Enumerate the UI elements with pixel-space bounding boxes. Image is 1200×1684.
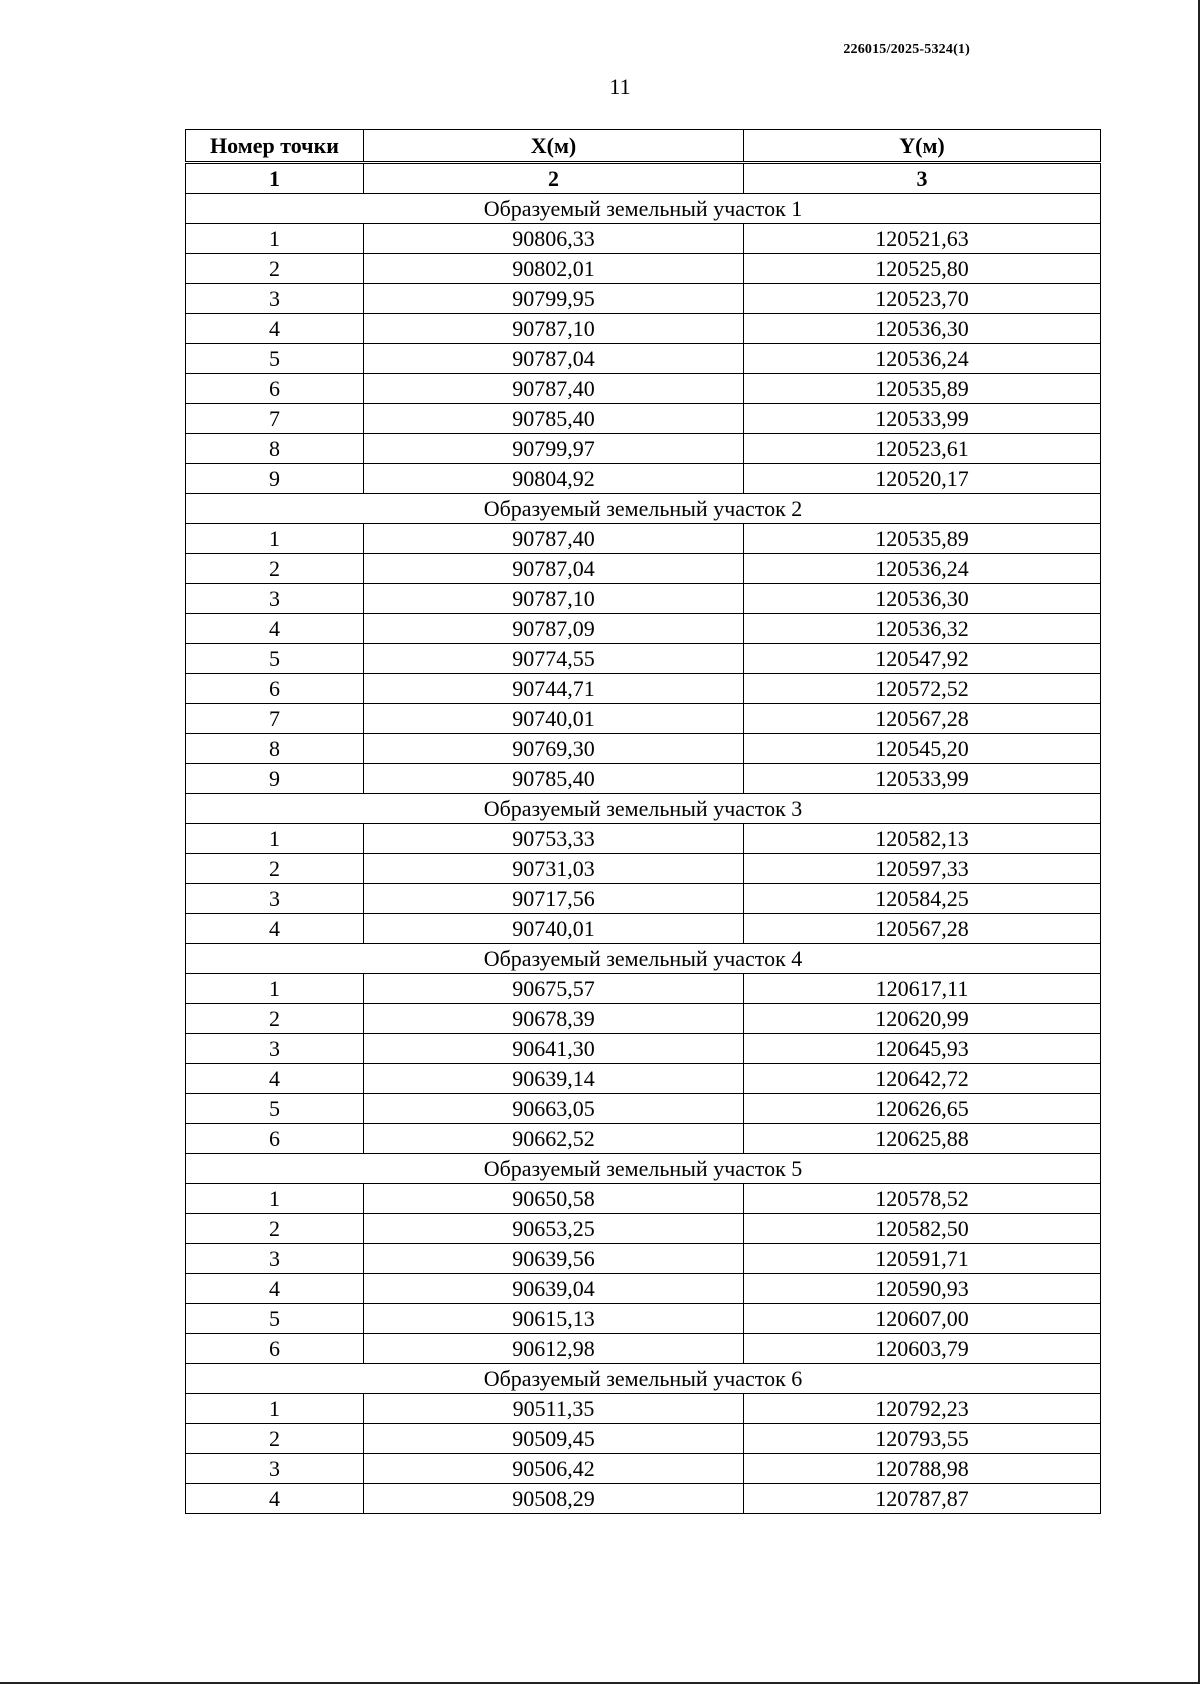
table-row	[186, 1394, 1101, 1424]
point-number-cell: 4	[186, 914, 364, 944]
x-coordinate-cell: 90787,10	[364, 584, 744, 614]
table-row	[186, 884, 1101, 914]
point-number-cell: 4	[186, 1484, 364, 1514]
x-coordinate-cell: 90615,13	[364, 1304, 744, 1334]
point-number-cell: 1	[186, 524, 364, 554]
point-number-cell: 4	[186, 314, 364, 344]
y-coordinate-cell: 120626,65	[744, 1094, 1101, 1124]
table-row	[186, 524, 1101, 554]
x-coordinate-cell: 90804,92	[364, 464, 744, 494]
x-coordinate-cell: 90802,01	[364, 254, 744, 284]
point-number-cell: 6	[186, 674, 364, 704]
y-coordinate-cell: 120567,28	[744, 914, 1101, 944]
table-row	[186, 584, 1101, 614]
point-number-cell: 2	[186, 854, 364, 884]
table-row	[186, 464, 1101, 494]
coordinates-table	[185, 129, 1101, 1514]
section-title: Образуемый земельный участок 3	[186, 794, 1101, 824]
table-row	[186, 224, 1101, 254]
table-row	[186, 1064, 1101, 1094]
table-header-row	[186, 130, 1101, 163]
table-row	[186, 1004, 1101, 1034]
point-number-cell: 5	[186, 644, 364, 674]
x-coordinate-cell: 90650,58	[364, 1184, 744, 1214]
table-row	[186, 1334, 1101, 1364]
x-coordinate-cell: 90506,42	[364, 1454, 744, 1484]
y-coordinate-cell: 120520,17	[744, 464, 1101, 494]
x-coordinate-cell: 90662,52	[364, 1124, 744, 1154]
x-coordinate-cell: 90641,30	[364, 1034, 744, 1064]
x-coordinate-cell: 90508,29	[364, 1484, 744, 1514]
point-number-cell: 1	[186, 224, 364, 254]
y-coordinate-cell: 120603,79	[744, 1334, 1101, 1364]
table-row	[186, 824, 1101, 854]
x-coordinate-cell: 90769,30	[364, 734, 744, 764]
x-coordinate-cell: 90663,05	[364, 1094, 744, 1124]
y-coordinate-cell: 120617,11	[744, 974, 1101, 1004]
point-number-cell: 3	[186, 284, 364, 314]
y-coordinate-cell: 120645,93	[744, 1034, 1101, 1064]
x-coordinate-cell: 90653,25	[364, 1214, 744, 1244]
point-number-cell: 2	[186, 1004, 364, 1034]
section-row	[186, 1154, 1101, 1184]
point-number-cell: 2	[186, 554, 364, 584]
point-number-cell: 6	[186, 374, 364, 404]
y-coordinate-cell: 120591,71	[744, 1244, 1101, 1274]
x-coordinate-cell: 90787,40	[364, 374, 744, 404]
table-row	[186, 854, 1101, 884]
y-coordinate-cell: 120597,33	[744, 854, 1101, 884]
table-row	[186, 374, 1101, 404]
table-row	[186, 1274, 1101, 1304]
table-row	[186, 404, 1101, 434]
point-number-cell: 1	[186, 974, 364, 1004]
y-coordinate-cell: 120536,32	[744, 614, 1101, 644]
x-coordinate-cell: 90787,04	[364, 554, 744, 584]
y-coordinate-cell: 120523,61	[744, 434, 1101, 464]
header-y: Y(м)	[744, 130, 1101, 163]
x-coordinate-cell: 90787,40	[364, 524, 744, 554]
point-number-cell: 3	[186, 584, 364, 614]
x-coordinate-cell: 90787,10	[364, 314, 744, 344]
x-coordinate-cell: 90678,39	[364, 1004, 744, 1034]
table-row	[186, 554, 1101, 584]
y-coordinate-cell: 120535,89	[744, 374, 1101, 404]
table-row	[186, 1484, 1101, 1514]
table-row	[186, 1424, 1101, 1454]
table-row	[186, 1304, 1101, 1334]
section-row	[186, 1364, 1101, 1394]
y-coordinate-cell: 120584,25	[744, 884, 1101, 914]
x-coordinate-cell: 90799,95	[364, 284, 744, 314]
point-number-cell: 1	[186, 824, 364, 854]
table-row	[186, 284, 1101, 314]
table-row	[186, 314, 1101, 344]
table-row	[186, 704, 1101, 734]
y-coordinate-cell: 120620,99	[744, 1004, 1101, 1034]
table-row	[186, 1034, 1101, 1064]
table-row	[186, 674, 1101, 704]
x-coordinate-cell: 90787,09	[364, 614, 744, 644]
x-coordinate-cell: 90639,56	[364, 1244, 744, 1274]
section-row	[186, 494, 1101, 524]
y-coordinate-cell: 120578,52	[744, 1184, 1101, 1214]
table-row	[186, 1124, 1101, 1154]
section-row	[186, 194, 1101, 224]
y-coordinate-cell: 120793,55	[744, 1424, 1101, 1454]
table-row	[186, 254, 1101, 284]
table-row	[186, 1454, 1101, 1484]
point-number-cell: 1	[186, 1184, 364, 1214]
x-coordinate-cell: 90612,98	[364, 1334, 744, 1364]
point-number-cell: 3	[186, 884, 364, 914]
x-coordinate-cell: 90675,57	[364, 974, 744, 1004]
x-coordinate-cell: 90509,45	[364, 1424, 744, 1454]
point-number-cell: 2	[186, 1424, 364, 1454]
table-row	[186, 344, 1101, 374]
table-row	[186, 764, 1101, 794]
y-coordinate-cell: 120567,28	[744, 704, 1101, 734]
x-coordinate-cell: 90785,40	[364, 404, 744, 434]
table-row	[186, 644, 1101, 674]
y-coordinate-cell: 120547,92	[744, 644, 1101, 674]
table-row	[186, 914, 1101, 944]
y-coordinate-cell: 120533,99	[744, 404, 1101, 434]
y-coordinate-cell: 120792,23	[744, 1394, 1101, 1424]
point-number-cell: 2	[186, 1214, 364, 1244]
table-row	[186, 1184, 1101, 1214]
point-number-cell: 7	[186, 404, 364, 434]
y-coordinate-cell: 120590,93	[744, 1274, 1101, 1304]
table-body	[186, 194, 1101, 1514]
page-number: 11	[609, 74, 631, 99]
y-coordinate-cell: 120607,00	[744, 1304, 1101, 1334]
section-row	[186, 794, 1101, 824]
y-coordinate-cell: 120787,87	[744, 1484, 1101, 1514]
point-number-cell: 3	[186, 1244, 364, 1274]
y-coordinate-cell: 120642,72	[744, 1064, 1101, 1094]
y-coordinate-cell: 120545,20	[744, 734, 1101, 764]
point-number-cell: 1	[186, 1394, 364, 1424]
point-number-cell: 4	[186, 614, 364, 644]
point-number-cell: 9	[186, 764, 364, 794]
point-number-cell: 3	[186, 1034, 364, 1064]
y-coordinate-cell: 120536,24	[744, 554, 1101, 584]
table-row	[186, 1094, 1101, 1124]
header-point-number: Номер точки	[186, 130, 364, 163]
column-index-3: 3	[744, 163, 1101, 194]
table-row	[186, 614, 1101, 644]
point-number-cell: 6	[186, 1124, 364, 1154]
point-number-cell: 7	[186, 704, 364, 734]
y-coordinate-cell: 120521,63	[744, 224, 1101, 254]
point-number-cell: 3	[186, 1454, 364, 1484]
y-coordinate-cell: 120536,30	[744, 314, 1101, 344]
y-coordinate-cell: 120572,52	[744, 674, 1101, 704]
x-coordinate-cell: 90799,97	[364, 434, 744, 464]
y-coordinate-cell: 120788,98	[744, 1454, 1101, 1484]
column-index-1: 1	[186, 163, 364, 194]
point-number-cell: 4	[186, 1064, 364, 1094]
table-row	[186, 434, 1101, 464]
x-coordinate-cell: 90744,71	[364, 674, 744, 704]
section-title: Образуемый земельный участок 5	[186, 1154, 1101, 1184]
y-coordinate-cell: 120525,80	[744, 254, 1101, 284]
y-coordinate-cell: 120625,88	[744, 1124, 1101, 1154]
point-number-cell: 2	[186, 254, 364, 284]
x-coordinate-cell: 90639,04	[364, 1274, 744, 1304]
point-number-cell: 5	[186, 344, 364, 374]
point-number-cell: 6	[186, 1334, 364, 1364]
point-number-cell: 9	[186, 464, 364, 494]
column-index-2: 2	[364, 163, 744, 194]
y-coordinate-cell: 120582,50	[744, 1214, 1101, 1244]
document-number: 226015/2025-5324(1)	[843, 42, 970, 57]
y-coordinate-cell: 120582,13	[744, 824, 1101, 854]
table-index-row	[186, 163, 1101, 194]
y-coordinate-cell: 120535,89	[744, 524, 1101, 554]
section-title: Образуемый земельный участок 6	[186, 1364, 1101, 1394]
x-coordinate-cell: 90753,33	[364, 824, 744, 854]
y-coordinate-cell: 120536,24	[744, 344, 1101, 374]
table-row	[186, 1244, 1101, 1274]
section-title: Образуемый земельный участок 1	[186, 194, 1101, 224]
x-coordinate-cell: 90717,56	[364, 884, 744, 914]
x-coordinate-cell: 90785,40	[364, 764, 744, 794]
table-row	[186, 1214, 1101, 1244]
y-coordinate-cell: 120536,30	[744, 584, 1101, 614]
point-number-cell: 5	[186, 1304, 364, 1334]
x-coordinate-cell: 90740,01	[364, 914, 744, 944]
point-number-cell: 8	[186, 434, 364, 464]
x-coordinate-cell: 90774,55	[364, 644, 744, 674]
header-x: X(м)	[364, 130, 744, 163]
point-number-cell: 4	[186, 1274, 364, 1304]
x-coordinate-cell: 90787,04	[364, 344, 744, 374]
section-title: Образуемый земельный участок 2	[186, 494, 1101, 524]
section-row	[186, 944, 1101, 974]
x-coordinate-cell: 90806,33	[364, 224, 744, 254]
section-title: Образуемый земельный участок 4	[186, 944, 1101, 974]
x-coordinate-cell: 90639,14	[364, 1064, 744, 1094]
point-number-cell: 5	[186, 1094, 364, 1124]
table-row	[186, 974, 1101, 1004]
table-row	[186, 734, 1101, 764]
y-coordinate-cell: 120533,99	[744, 764, 1101, 794]
x-coordinate-cell: 90731,03	[364, 854, 744, 884]
x-coordinate-cell: 90511,35	[364, 1394, 744, 1424]
x-coordinate-cell: 90740,01	[364, 704, 744, 734]
point-number-cell: 8	[186, 734, 364, 764]
y-coordinate-cell: 120523,70	[744, 284, 1101, 314]
